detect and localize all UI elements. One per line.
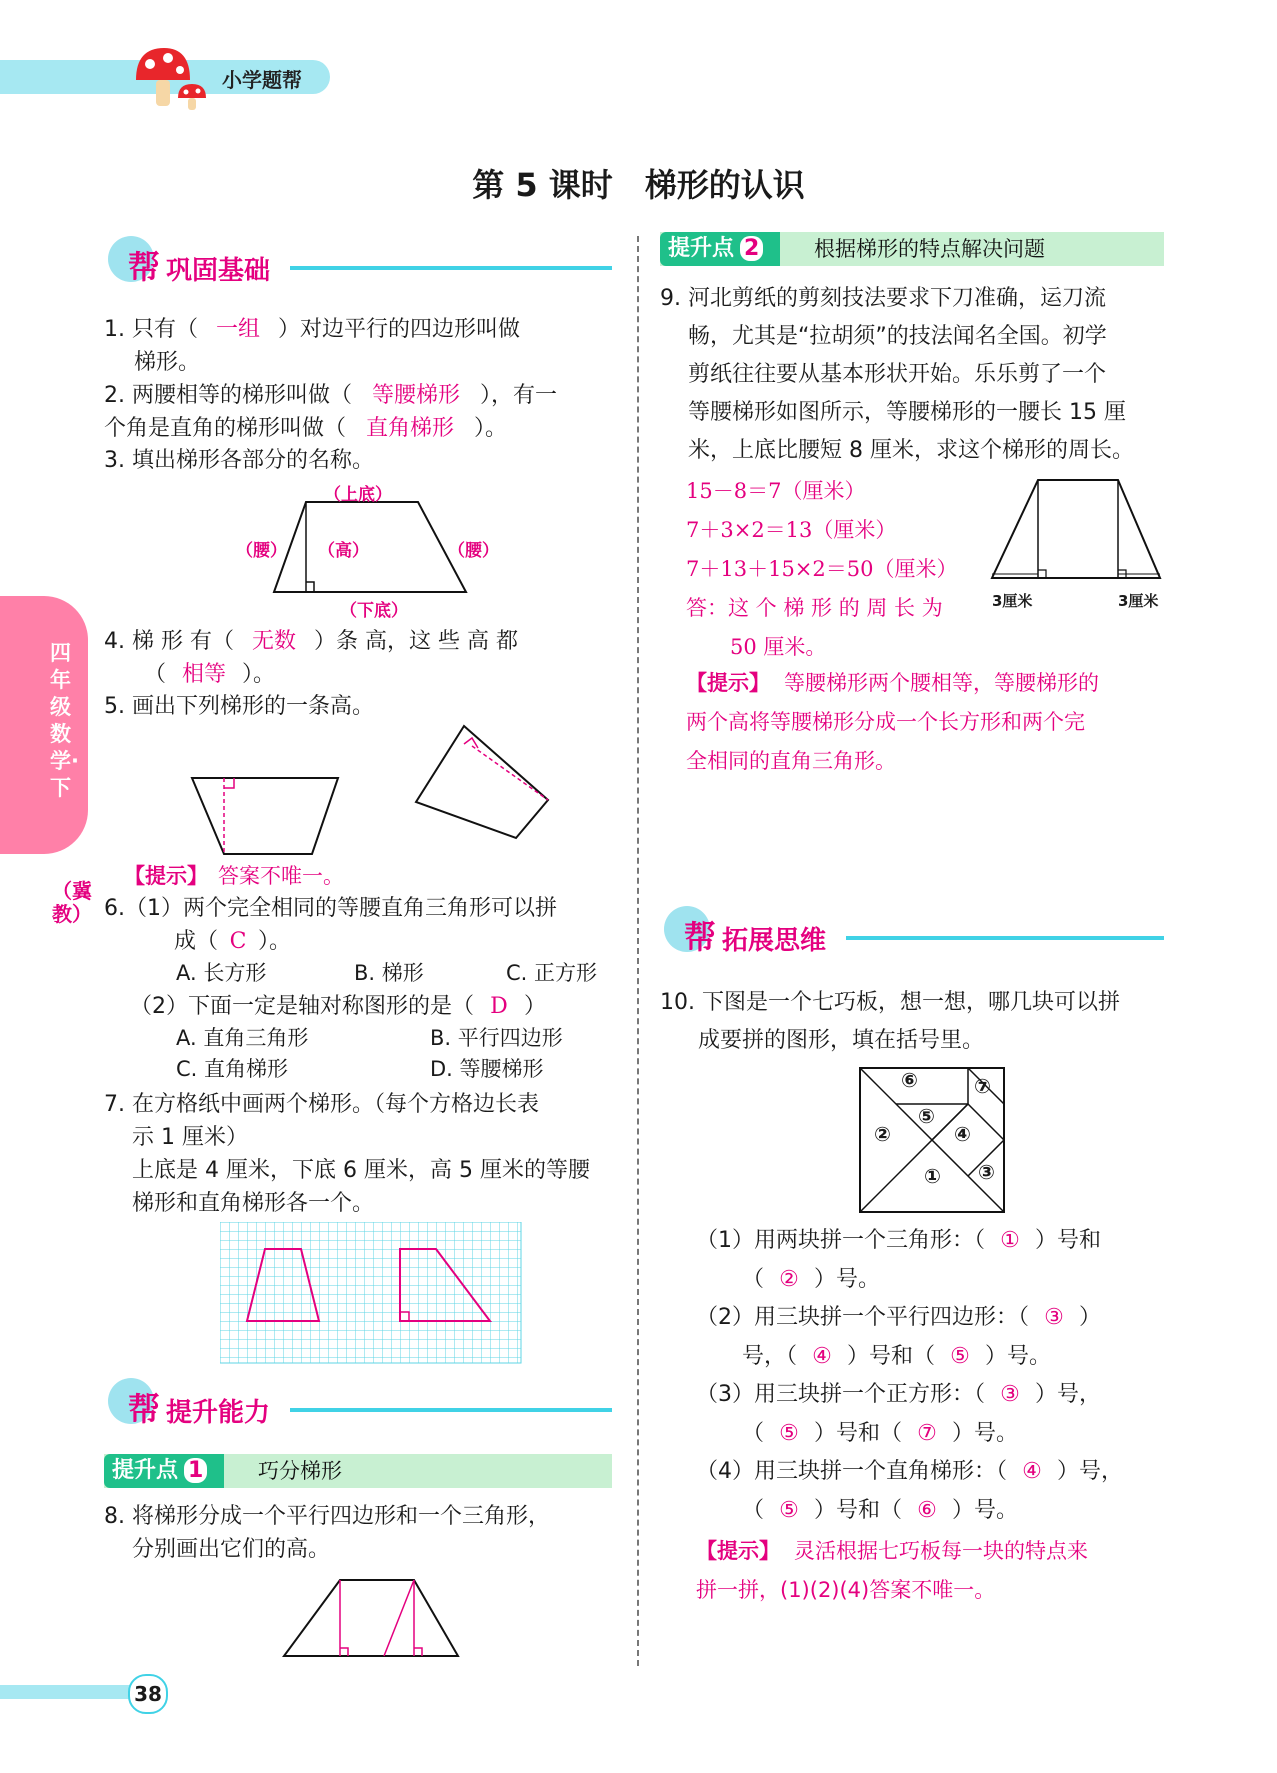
point-1-tag: 提升点 1 [104, 1454, 224, 1488]
q6-option2-d: D. 等腰梯形 [430, 1057, 544, 1081]
q10-r2-ans3: ⑤ [950, 1343, 970, 1369]
q4: 4. 梯 形 有（ 无数 ）条 高，这 些 高 都 （ 相等 ）。 [104, 625, 624, 691]
q10-r4-ans2: ⑤ [779, 1497, 799, 1523]
q6-option2-a: A. 直角三角形 [176, 1026, 309, 1050]
q6-option-b: B. 梯形 [354, 961, 424, 985]
q8-trapezoid [282, 1578, 460, 1658]
q9-label-left: 3厘米 [992, 592, 1033, 610]
section-ability-line [290, 1408, 612, 1412]
section-ability-label: 提升能力 [166, 1398, 271, 1428]
page-title: 第 5 课时 梯形的认识 [472, 166, 805, 204]
q10-r1-ans2: ② [779, 1266, 799, 1292]
q9-trapezoid [990, 478, 1162, 586]
q3-label-bottom: （下底） [340, 601, 408, 621]
q1: 1. 只有（ 一组 ）对边平行的四边形叫做 梯形。 [104, 313, 624, 379]
q2-answer-1: 等腰梯形 [371, 383, 460, 408]
mushroom-logo [126, 40, 216, 112]
q6-option2-b: B. 平行四边形 [430, 1026, 563, 1050]
q10-r4-ans3: ⑥ [917, 1497, 937, 1523]
q3-trapezoid [270, 500, 470, 594]
q3-label-left: （腰） [236, 541, 287, 561]
footer-band [0, 1685, 130, 1699]
q10-r1-ans1: ① [1000, 1228, 1020, 1253]
side-tab-grade: 四年级数学·下 [50, 641, 79, 800]
q2: 2. 两腰相等的梯形叫做（ 等腰梯形 ），有一 个角是直角的梯形叫做（ 直角梯形 ）。 [104, 379, 624, 445]
q8: 8. 将梯形分成一个平行四边形和一个三角形， 分别画出它们的高。 [104, 1504, 550, 1562]
q5-trapezoid-1 [190, 776, 340, 856]
q4-answer-2: 相等 [182, 662, 227, 687]
q5-text: 5. 画出下列梯形的一条高。 [104, 694, 374, 719]
q7: 7. 在方格纸中画两个梯形。（每个方格边长表 示 1 厘米） 上底是 4 厘米，下底 6 厘米，高 5 厘米的等腰 梯形和直角梯形各一个。 [104, 1092, 590, 1216]
q6-answer-2: D [490, 994, 508, 1019]
q3-text: 3. 填出梯形各部分的名称。 [104, 448, 374, 473]
section-ability-icon: 帮 [128, 1390, 161, 1428]
q6-option2-c: C. 直角梯形 [176, 1057, 289, 1081]
section-basic-label: 巩固基础 [166, 256, 271, 286]
q3-label-right: （腰） [448, 541, 499, 561]
tangram-piece-6: ⑥ [901, 1068, 918, 1092]
q10-r3-ans1: ③ [1000, 1382, 1020, 1407]
q9-solution: 15－8＝7（厘米） 7＋3×2＝13（厘米） 7＋13＋15×2＝50（厘米） 答：这 个 梯 形 的 周 长 为 50 厘米。 [686, 479, 958, 659]
column-divider [637, 236, 639, 1666]
q6-option-c: C. 正方形 [506, 961, 598, 985]
side-tab-edition: （冀教） [52, 879, 92, 926]
tangram-piece-3: ③ [978, 1160, 995, 1184]
point-2-tag: 提升点 2 [660, 232, 780, 266]
page-number: 38 [128, 1674, 168, 1714]
q6-option-a: A. 长方形 [176, 961, 267, 985]
q10-text: 10. 下图是一个七巧板，想一想，哪几块可以拼 成要拼的图形，填在括号里。 [660, 990, 1120, 1053]
q2-answer-2: 直角梯形 [366, 416, 455, 441]
tangram-piece-1: ① [924, 1164, 941, 1188]
q10-answers: （1）用两块拼一个三角形：（ ① ）号和 （ ② ）号。 （2）用三块拼一个平行四边形：（ ③ ） 号，（ ④ ）号和（ ⑤ ）号。 （3）用三块拼一个正方形：（ ③ ）号， （ ⑤ ）号和（ ⑦ ）号。 （4）用三块拼一个直角梯形：（ ④ ）号， （ ⑤ ）号和（ ⑥ ）号。 [696, 1222, 1176, 1530]
q5-trapezoid-2 [412, 722, 552, 842]
q6-options-2 [176, 1023, 626, 1085]
hint-2: 【提示】 等腰梯形两个腰相等，等腰梯形的 两个高将等腰梯形分成一个长方形和两个完 全相同的直角三角形。 [686, 671, 1099, 773]
q9-label-right: 3厘米 [1118, 592, 1159, 610]
q10-r4-ans1: ④ [1022, 1459, 1042, 1484]
q1-answer: 一组 [215, 317, 260, 342]
q7-grid [220, 1222, 522, 1364]
q4-answer-1: 无数 [251, 629, 296, 654]
section-expand-line [846, 936, 1164, 940]
q6-part-2: （2）下面一定是轴对称图形的是（ D ） [130, 990, 630, 1023]
point-2-title: 根据梯形的特点解决问题 [814, 237, 1045, 261]
q10-r3-ans2: ⑤ [779, 1420, 799, 1446]
tangram-piece-5: ⑤ [918, 1104, 935, 1128]
q6: 6.（1）两个完全相同的等腰直角三角形可以拼 成（ C ）。 [104, 892, 624, 958]
tangram-piece-4: ④ [954, 1122, 971, 1146]
q9-text: 9. 河北剪纸的剪刻技法要求下刀准确，运刀流 畅，尤其是“拉胡须”的技法闻名全国。初学 剪纸往往要从基本形状开始。乐乐剪了一个 等腰梯形如图所示，等腰梯形的一腰长 15 厘 米，上底比腰短 8 厘米，求这个梯形的周长。 [660, 286, 1134, 463]
tangram-piece-7: ⑦ [974, 1074, 991, 1098]
tangram-piece-2: ② [874, 1122, 891, 1146]
point-1-title: 巧分梯形 [258, 1459, 342, 1483]
section-expand-label: 拓展思维 [722, 926, 827, 956]
q6-answer-1: C [229, 929, 247, 954]
brand-label: 小学题帮 [222, 68, 302, 92]
section-basic-icon: 帮 [128, 248, 161, 286]
hint-3: 【提示】 灵活根据七巧板每一块的特点来 拼一拼，(1)(2)(4)答案不唯一。 [696, 1539, 1088, 1602]
q10-r2-ans2: ④ [812, 1343, 832, 1369]
hint-1: 【提示】 答案不唯一。 [124, 864, 344, 888]
q6-options-1 [176, 958, 626, 989]
q3-label-top: （上底） [324, 485, 392, 505]
q3-label-mid: （高） [318, 541, 369, 561]
section-basic-line [290, 266, 612, 270]
q10-r2-ans1: ③ [1044, 1305, 1064, 1330]
section-expand-icon: 帮 [684, 918, 717, 956]
q10-r3-ans3: ⑦ [917, 1420, 937, 1446]
